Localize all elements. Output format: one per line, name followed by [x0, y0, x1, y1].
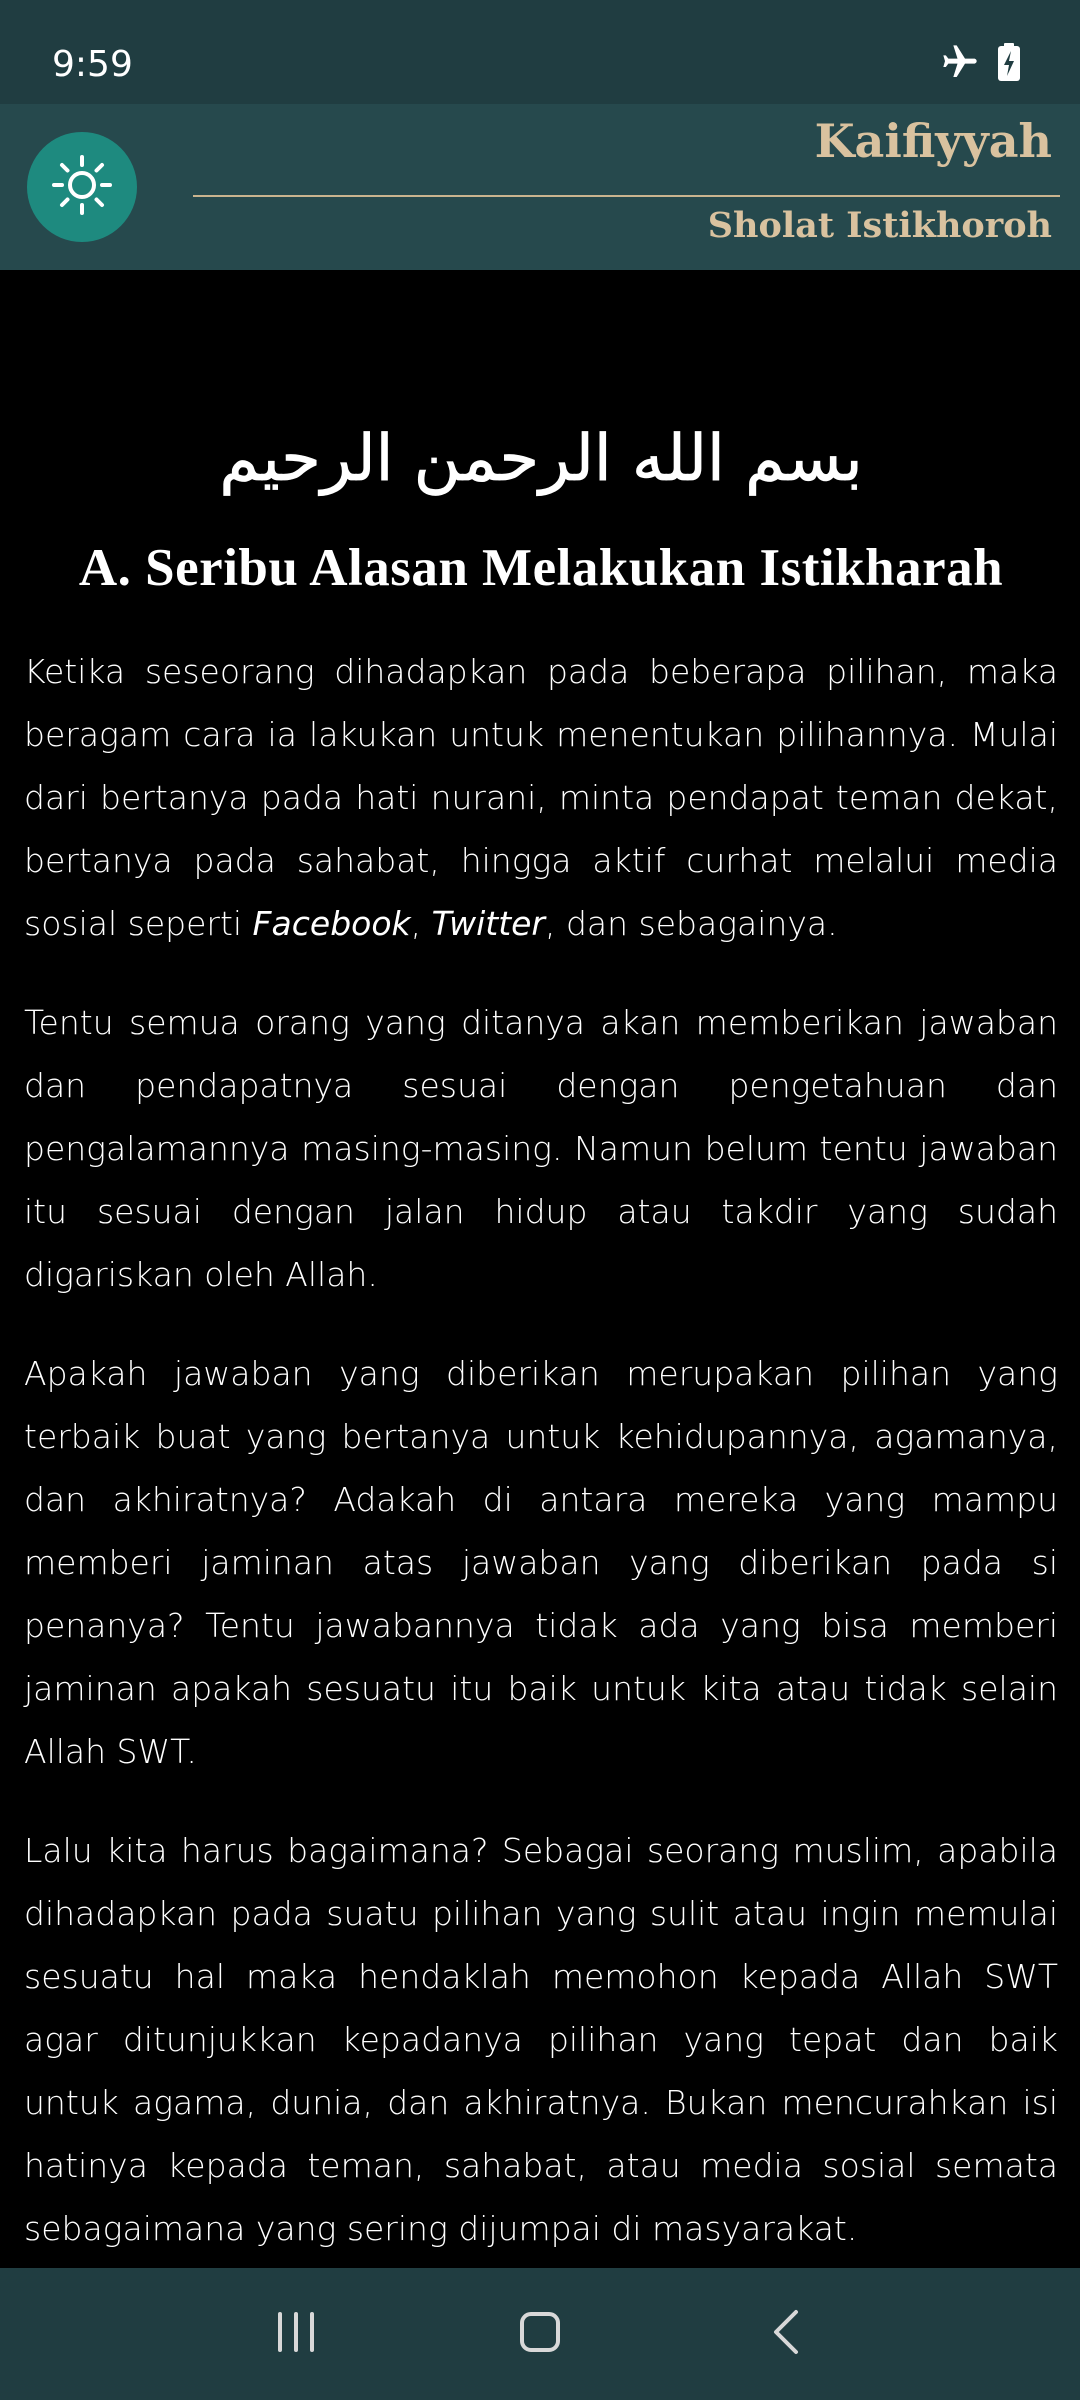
recent-apps-button[interactable]: [256, 2298, 336, 2370]
paragraph-1-text: Ketika seseorang dihadapkan pada beberapa pilihan, maka beragam cara ia lakukan untuk menentukan pilihannya. Mulai dari bertanya pada hati nurani, minta pendapat teman dekat, bertanya pada sahabat, hingga aktif curhat melalui media sosial seperti: [24, 652, 1058, 943]
home-button[interactable]: [500, 2298, 580, 2370]
article-content[interactable]: [24, 270, 1058, 2268]
paragraph-1: [24, 640, 1058, 955]
battery-charging-icon: [998, 43, 1020, 85]
paragraph-2: Tentu semua orang yang ditanya akan memberikan jawaban dan pendapatnya sesuai dengan pengetahuan dan pengalamannya masing-masing. Namun belum tentu jawaban itu sesuai dengan jalan hidup atau takdir yang sudah digariskan oleh Allah.: [24, 1003, 1058, 1294]
bismillah-calligraphy: [219, 388, 863, 520]
svg-text:بسم الله الرحمن الرحيم: بسم الله الرحمن الرحيم: [219, 422, 863, 496]
app-header: [0, 104, 1080, 270]
header-divider: [193, 195, 1060, 197]
recent-apps-icon: [272, 2310, 320, 2358]
theme-toggle-button[interactable]: [27, 132, 137, 242]
paragraph-4: Lalu kita harus bagaimana? Sebagai seorang muslim, apabila dihadapkan pada suatu pilihan yang sulit atau ingin memulai sesuatu hal maka hendaklah memohon kepada Allah SWT agar ditunjukkan kepadanya pilihan yang tepat dan baik untuk agama, dunia, dan akhiratnya. Bukan mencurahkan isi hatinya kepada teman, sahabat, atau media sosial semata sebagaimana yang sering dijumpai di masyarakat.: [24, 1831, 1058, 2248]
header-subtitle: Sholat Istikhoroh: [707, 205, 1052, 246]
section-title: A. Seribu Alasan Melakukan Istikharah: [78, 539, 1004, 597]
status-bar: [0, 0, 1080, 104]
comma-text: ,: [410, 904, 432, 943]
navigation-bar: [0, 2268, 1080, 2400]
header-title: Kaifiyyah: [814, 114, 1052, 168]
sun-icon: [50, 153, 114, 221]
back-icon: [768, 2308, 804, 2360]
home-icon: [518, 2310, 562, 2358]
paragraph-3: Apakah jawaban yang diberikan merupakan pilihan yang terbaik buat yang bertanya untuk kehidupannya, agamanya, dan akhiratnya? Adakah di antara mereka yang mampu memberi jaminan atas jawaban yang diberikan pada si penanya? Tentu jawabannya tidak ada yang bisa memberi jaminan apakah sesuatu itu baik untuk kita atau tidak selain Allah SWT.: [24, 1354, 1058, 1771]
status-icons: [940, 42, 1020, 86]
status-time: 9:59: [52, 44, 133, 85]
airplane-mode-icon: [940, 42, 980, 86]
paragraph-1-end: , dan sebagainya.: [545, 904, 838, 943]
facebook-text: Facebook: [252, 904, 411, 943]
back-button[interactable]: [746, 2298, 826, 2370]
twitter-text: Twitter: [431, 904, 545, 943]
